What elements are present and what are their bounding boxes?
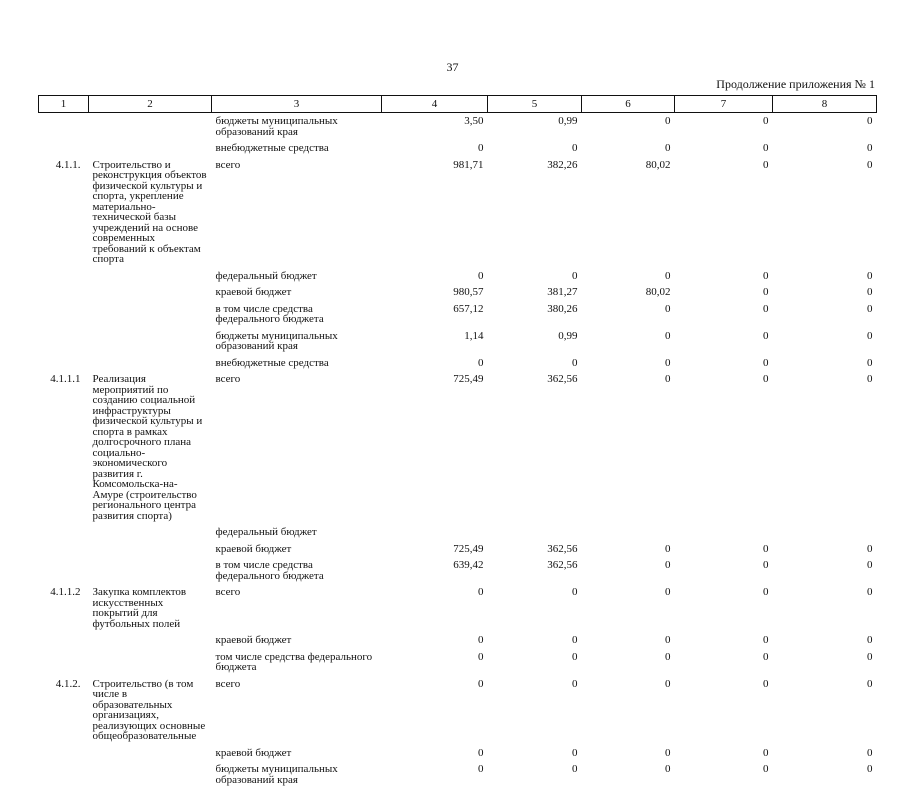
table-row (39, 541, 877, 558)
cell-c4: 0 (478, 677, 484, 690)
cell-c3: краевой бюджет (215, 634, 292, 646)
cell-c1 (39, 113, 89, 141)
cell-c8: 0 (867, 559, 873, 571)
table-row (39, 157, 877, 268)
column-header: 1 (39, 96, 89, 113)
cell-c4: 725,49 (453, 373, 484, 385)
cell-c4: 3,50 (464, 115, 484, 127)
cell-c6: 80,02 (645, 158, 671, 171)
table-row (39, 584, 877, 632)
cell-c2: Строительство и реконструкция объектов физической культуры и спорта, укрепление материально-технической базы учреждений на основе современных требований к объектам спорта (92, 158, 207, 265)
cell-c2 (89, 761, 212, 788)
cell-c4: 639,42 (453, 559, 484, 571)
cell-c8: 0 (867, 373, 873, 385)
cell-c3: внебюджетные средства (215, 142, 329, 154)
cell-c1 (39, 541, 89, 558)
cell-c1 (39, 632, 89, 649)
column-header: 3 (212, 96, 382, 113)
cell-c6: 0 (665, 650, 671, 663)
cell-c1 (39, 355, 89, 372)
cell-c7: 0 (763, 302, 769, 315)
cell-c5 (488, 524, 582, 541)
cell-c8: 0 (867, 542, 873, 555)
cell-c3: всего (215, 677, 241, 690)
table-row (39, 268, 877, 285)
cell-c7: 0 (763, 158, 769, 171)
cell-c4: 981,71 (453, 158, 484, 171)
cell-c5: 0 (572, 746, 578, 759)
cell-c6: 0 (665, 634, 671, 646)
cell-c2 (89, 632, 212, 649)
cell-c3: всего (215, 586, 241, 598)
cell-c8: 0 (867, 746, 873, 759)
cell-c4: 657,12 (453, 302, 484, 315)
cell-c2 (89, 328, 212, 355)
cell-c1 (39, 761, 89, 788)
cell-c5: 381,27 (547, 286, 578, 298)
cell-c8: 0 (867, 142, 873, 154)
cell-c7: 0 (763, 559, 769, 571)
cell-c6: 0 (665, 373, 671, 385)
cell-c3: в том числе средства федерального бюджета (215, 302, 324, 325)
cell-c1 (39, 524, 89, 541)
cell-c8: 0 (867, 763, 873, 775)
cell-c6 (582, 524, 675, 541)
cell-c8: 0 (867, 650, 873, 663)
cell-c8: 0 (867, 269, 873, 282)
cell-c6: 0 (665, 763, 671, 775)
table-row (39, 761, 877, 788)
cell-c4 (382, 524, 488, 541)
cell-c3: краевой бюджет (215, 286, 292, 298)
column-header: 8 (773, 96, 877, 113)
cell-c4: 0 (478, 650, 484, 663)
cell-c2 (89, 541, 212, 558)
cell-c2 (89, 301, 212, 328)
cell-c4: 0 (478, 634, 484, 646)
cell-c7: 0 (763, 650, 769, 663)
cell-c1 (39, 328, 89, 355)
cell-c5: 0 (572, 677, 578, 690)
cell-c5: 0,99 (558, 329, 578, 342)
cell-c2: Закупка комплектов искусственных покрытий для футбольных полей (92, 586, 187, 630)
cell-c7: 0 (763, 115, 769, 127)
cell-c8: 0 (867, 115, 873, 127)
cell-c5: 0 (572, 356, 578, 369)
cell-c8: 0 (867, 634, 873, 646)
cell-c2 (89, 355, 212, 372)
cell-c7: 0 (763, 542, 769, 555)
cell-c8: 0 (867, 158, 873, 171)
cell-c4: 0 (478, 269, 484, 282)
cell-c2: Реализация мероприятий по созданию социальной инфраструктуры физической культуры и спорта в рамках долгосрочного плана социально-экономического развития г. Комсомольска-на-Амуре (строительство регионального центра развития спорта) (92, 373, 203, 522)
cell-c1 (39, 649, 89, 676)
cell-c6: 0 (665, 559, 671, 571)
cell-c3: том числе средства федерального бюджета (215, 650, 373, 673)
cell-c8: 0 (867, 586, 873, 598)
cell-c3: всего (215, 158, 241, 171)
cell-c1 (39, 284, 89, 301)
appendix-table (38, 95, 877, 788)
cell-c5: 362,56 (547, 373, 578, 385)
cell-c1 (39, 557, 89, 584)
cell-c3: краевой бюджет (215, 542, 292, 555)
cell-c3: бюджеты муниципальных образований края (215, 115, 338, 138)
cell-c7: 0 (763, 746, 769, 759)
cell-c4: 725,49 (453, 542, 484, 555)
cell-c5: 362,56 (547, 542, 578, 555)
column-header: 6 (582, 96, 675, 113)
cell-c6: 0 (665, 302, 671, 315)
cell-c5: 0 (572, 269, 578, 282)
cell-c8: 0 (867, 286, 873, 298)
cell-c5: 0 (572, 650, 578, 663)
continuation-note: Продолжение приложения № 1 (716, 77, 875, 91)
cell-c8 (773, 524, 877, 541)
cell-c7: 0 (763, 373, 769, 385)
cell-c2 (89, 113, 212, 141)
cell-c4: 1,14 (464, 329, 484, 342)
cell-c1 (39, 301, 89, 328)
cell-c7: 0 (763, 269, 769, 282)
cell-c2 (89, 284, 212, 301)
cell-c1: 4.1.2. (55, 677, 81, 690)
table-row (39, 557, 877, 584)
column-header: 5 (488, 96, 582, 113)
table-row (39, 355, 877, 372)
table-row (39, 284, 877, 301)
cell-c7 (675, 524, 773, 541)
cell-c6: 0 (665, 677, 671, 690)
cell-c2 (89, 745, 212, 762)
cell-c6: 0 (665, 356, 671, 369)
cell-c3: федеральный бюджет (215, 526, 317, 538)
cell-c6: 0 (665, 746, 671, 759)
cell-c6: 0 (665, 329, 671, 342)
cell-c7: 0 (763, 763, 769, 775)
cell-c7: 0 (763, 356, 769, 369)
cell-c7: 0 (763, 142, 769, 154)
cell-c5: 382,26 (547, 158, 578, 171)
cell-c4: 980,57 (453, 286, 484, 298)
page-number: 37 (446, 60, 459, 74)
cell-c5: 0 (572, 586, 578, 598)
table-row (39, 371, 877, 524)
cell-c7: 0 (763, 586, 769, 598)
cell-c5: 0,99 (558, 115, 578, 127)
cell-c1 (39, 268, 89, 285)
cell-c8: 0 (867, 302, 873, 315)
table-row (39, 328, 877, 355)
cell-c3: краевой бюджет (215, 746, 292, 759)
table-row (39, 676, 877, 745)
cell-c7: 0 (763, 329, 769, 342)
cell-c2 (89, 557, 212, 584)
cell-c7: 0 (763, 634, 769, 646)
cell-c4: 0 (478, 142, 484, 154)
cell-c8: 0 (867, 677, 873, 690)
cell-c2 (89, 649, 212, 676)
table-row (39, 140, 877, 157)
table-row (39, 113, 877, 141)
cell-c5: 0 (572, 634, 578, 646)
table-row (39, 649, 877, 676)
cell-c1: 4.1.1.1 (50, 373, 81, 385)
table-row (39, 301, 877, 328)
cell-c6: 0 (665, 269, 671, 282)
cell-c1: 4.1.1.2 (50, 586, 81, 598)
cell-c3: в том числе средства федерального бюджета (215, 559, 324, 582)
cell-c5: 362,56 (547, 559, 578, 571)
cell-c3: бюджеты муниципальных образований края (215, 763, 338, 786)
cell-c7: 0 (763, 286, 769, 298)
cell-c1 (39, 140, 89, 157)
cell-c3: бюджеты муниципальных образований края (215, 329, 338, 352)
cell-c7: 0 (763, 677, 769, 690)
column-header: 4 (382, 96, 488, 113)
cell-c5: 0 (572, 142, 578, 154)
cell-c4: 0 (478, 763, 484, 775)
cell-c6: 0 (665, 542, 671, 555)
cell-c2 (89, 140, 212, 157)
column-header: 2 (89, 96, 212, 113)
cell-c1 (39, 745, 89, 762)
cell-c5: 380,26 (547, 302, 578, 315)
cell-c6: 80,02 (645, 286, 671, 298)
table-row (39, 745, 877, 762)
cell-c3: всего (215, 373, 241, 385)
table-row (39, 632, 877, 649)
cell-c6: 0 (665, 142, 671, 154)
cell-c8: 0 (867, 329, 873, 342)
cell-c6: 0 (665, 115, 671, 127)
cell-c6: 0 (665, 586, 671, 598)
cell-c4: 0 (478, 356, 484, 369)
cell-c2 (89, 268, 212, 285)
cell-c3: федеральный бюджет (215, 269, 317, 282)
cell-c8: 0 (867, 356, 873, 369)
table-row (39, 524, 877, 541)
cell-c2: Строительство (в том числе в образовательных организациях, реализующих основные общеобразовательные (92, 677, 206, 742)
cell-c3: внебюджетные средства (215, 356, 329, 369)
cell-c1: 4.1.1. (55, 158, 81, 171)
cell-c2 (89, 524, 212, 541)
cell-c5: 0 (572, 763, 578, 775)
table-header-row (39, 96, 877, 113)
column-header: 7 (675, 96, 773, 113)
cell-c4: 0 (478, 746, 484, 759)
cell-c4: 0 (478, 586, 484, 598)
